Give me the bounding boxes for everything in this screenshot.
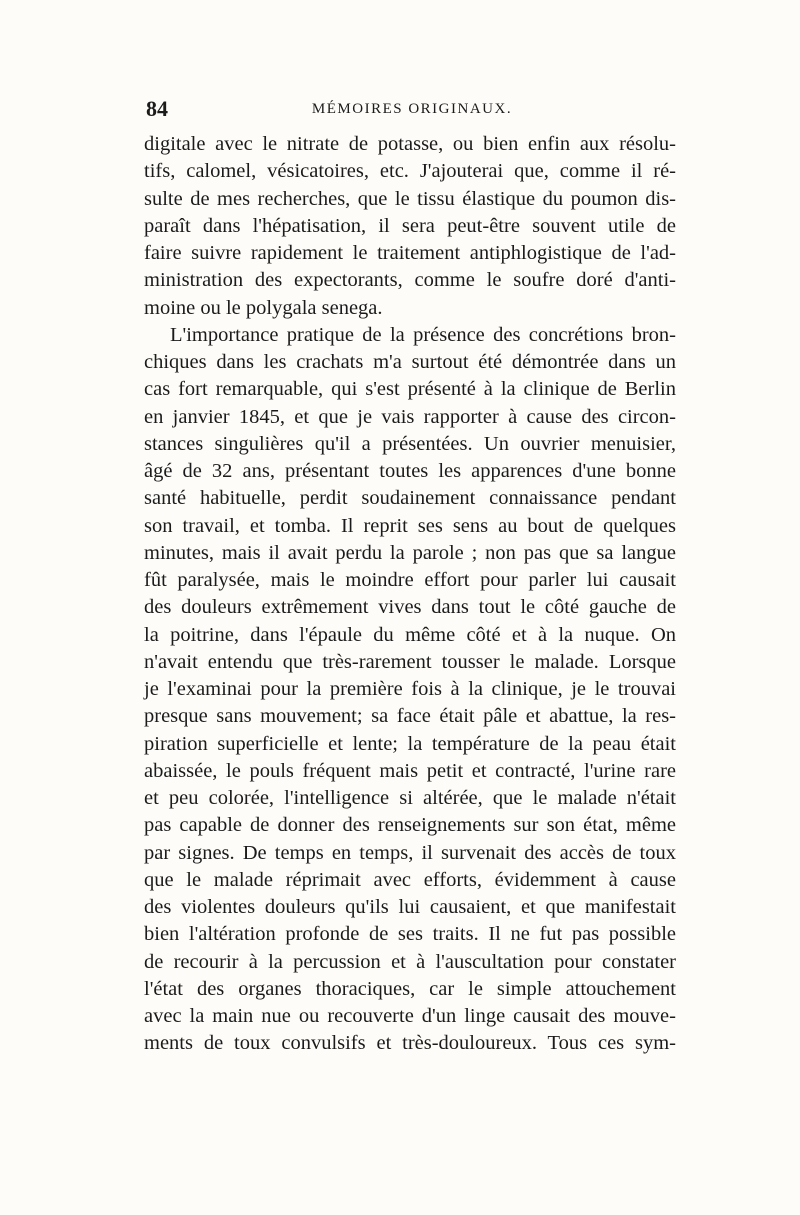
text-line: santé habituelle, perdit soudainement connaissance pendant xyxy=(144,487,676,510)
text-line: chiques dans les crachats m'a surtout été démontrée dans un xyxy=(144,351,676,373)
text-line: par signes. De temps en temps, il survenait des accès de toux xyxy=(144,841,676,864)
text-line: que le malade réprimait avec efforts, évidemment à cause xyxy=(144,868,676,891)
page-number: 84 xyxy=(146,96,168,121)
text-line: fût paralysée, mais le moindre effort pour parler lui causait xyxy=(144,569,676,591)
text-line: âgé de 32 ans, présentant toutes les apparences d'une bonne xyxy=(144,460,676,482)
text-line: cas fort remarquable, qui s'est présenté à la clinique de Berlin xyxy=(144,378,676,401)
text-line: avec la main nue ou recouverte d'un linge causait des mouve- xyxy=(144,1005,676,1027)
text-line: ministration des expectorants, comme le soufre doré d'anti- xyxy=(144,269,676,292)
page-header xyxy=(146,96,678,126)
body-text xyxy=(144,131,676,1058)
text-line: pas capable de donner des renseignements sur son état, même xyxy=(144,814,676,837)
text-line: piration superficielle et lente; la température de la peau était xyxy=(144,732,676,755)
text-line: de recourir à la percussion et à l'auscultation pour constater xyxy=(144,950,676,973)
text-line: l'état des organes thoraciques, car le simple attouchement xyxy=(144,977,676,1000)
text-line: des douleurs extrêmement vives dans tout le côté gauche de xyxy=(144,596,676,619)
text-line: bien l'altération profonde de ses traits. Il ne fut pas possible xyxy=(144,923,676,946)
text-line: presque sans mouvement; sa face était pâle et abattue, la res- xyxy=(144,705,676,728)
text-line: je l'examinai pour la première fois à la clinique, je le trouvai xyxy=(144,678,676,700)
text-line: stances singulières qu'il a présentées. Un ouvrier menuisier, xyxy=(144,432,676,455)
paragraph-first-line: L'importance pratique de la présence des concrétions bron- xyxy=(170,323,676,346)
text-line: faire suivre rapidement le traitement antiphlogistique de l'ad- xyxy=(144,242,676,264)
text-line: et peu colorée, l'intelligence si altérée, que le malade n'était xyxy=(144,787,676,809)
text-line: son travail, et tomba. Il reprit ses sens au bout de quelques xyxy=(144,514,676,537)
text-line: moine ou le polygala senega. xyxy=(144,296,383,319)
running-title: MÉMOIRES ORIGINAUX. xyxy=(311,101,513,117)
text-line: en janvier 1845, et que je vais rapporter à cause des circon- xyxy=(144,405,676,428)
text-line: paraît dans l'hépatisation, il sera peut-être souvent utile de xyxy=(144,214,676,237)
text-line: ments de toux convulsifs et très-douloureux. Tous ces sym- xyxy=(144,1032,676,1055)
text-line: n'avait entendu que très-rarement tousser le malade. Lorsque xyxy=(144,650,676,673)
text-line: des violentes douleurs qu'ils lui causaient, et que manifestait xyxy=(144,896,676,918)
text-line: abaissée, le pouls fréquent mais petit et contracté, l'urine rare xyxy=(144,759,676,782)
text-line: sulte de mes recherches, que le tissu élastique du poumon dis- xyxy=(144,187,676,210)
text-line: minutes, mais il avait perdu la parole ; non pas que sa langue xyxy=(144,541,676,564)
text-line: tifs, calomel, vésicatoires, etc. J'ajouterai que, comme il ré- xyxy=(144,160,676,183)
text-line: la poitrine, dans l'épaule du même côté et à la nuque. On xyxy=(144,623,676,646)
text-line: digitale avec le nitrate de potasse, ou bien enfin aux résolu- xyxy=(144,133,676,155)
